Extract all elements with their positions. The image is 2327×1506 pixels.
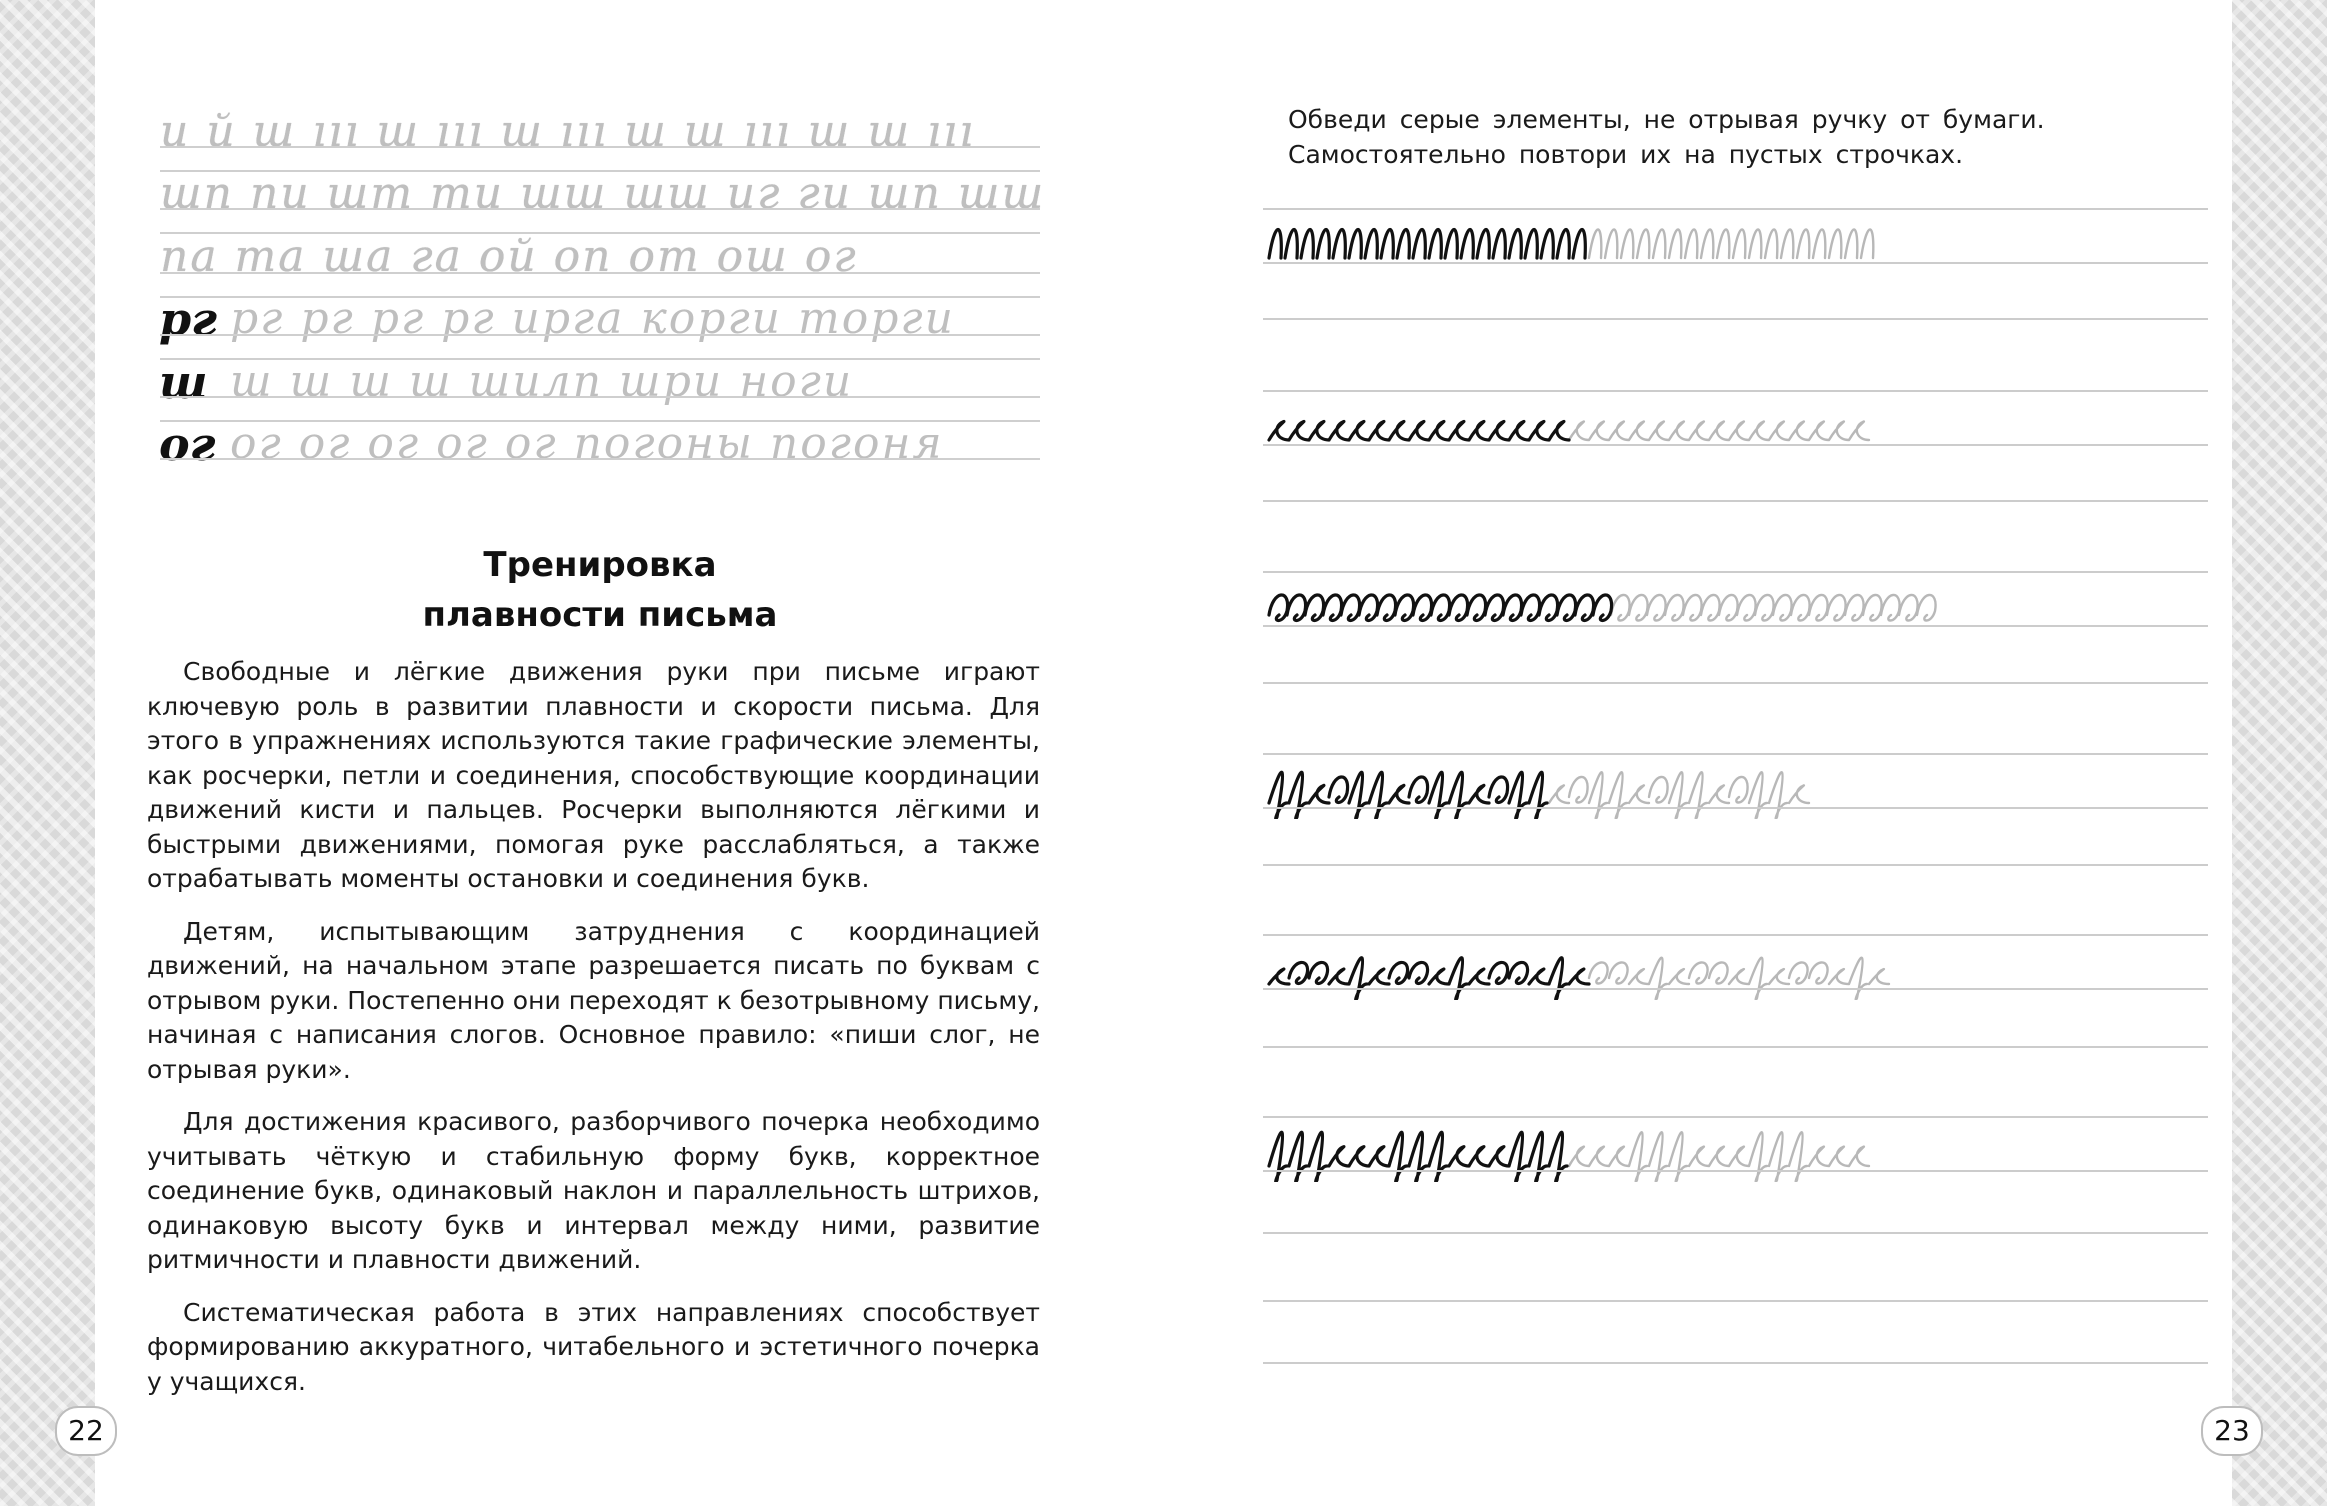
blank-practice-line: [1263, 318, 2208, 320]
blank-practice-line: [1263, 1300, 2208, 1302]
right-decorative-margin: [2232, 0, 2327, 1506]
traced-ink-stroke: [1269, 595, 1612, 621]
exercise-rule-line: [1263, 262, 2208, 264]
gray-trace-stroke: [1611, 595, 1936, 621]
page-number-left: 22: [55, 1406, 117, 1456]
blank-practice-line: [1263, 1232, 2208, 1234]
traced-ink-stroke: [1269, 1132, 1567, 1181]
exercise-rule-line: [1263, 1116, 2208, 1118]
copybook-row-3: па та ша га ой оп от ош ог: [160, 231, 858, 282]
copybook-lead-letters: ш: [159, 355, 208, 409]
exercise-rule-line: [1263, 807, 2208, 809]
copybook-baseline: [160, 146, 1040, 148]
blank-practice-line: [1263, 864, 2208, 866]
copybook-practice: [95, 0, 1163, 470]
left-page: [68, 0, 1163, 1506]
traced-ink-stroke: [1269, 230, 1585, 259]
paragraph: Систематическая работа в этих направлениях способствует формированию аккуратного, читабельного и эстетичного почерка у учащихся.: [147, 1297, 1040, 1396]
exercise-rule-line: [1263, 208, 2208, 210]
copybook-row-1: и й ш ııı ш ııı ш ııı ш ш ııı ш ш ııı: [160, 106, 976, 157]
article-body: [147, 655, 1040, 1417]
gray-trace-stroke: [1569, 1132, 1869, 1181]
copybook-row-4: рг рг рг рг ирга корги торги: [230, 293, 955, 344]
paragraph: Свободные и лёгкие движения руки при письме играют ключевую роль в развитии плавности и скорости письма. Для этого в упражнениях используются такие графические элементы, как росчерки, петли и соединения, способствующие координации движений кисти и пальцев. Росчерки выполняются лёгкими и быстрыми движениями, помогая руке расслабляться, а также отрабатывать моменты остановки и соединения букв.: [147, 657, 1040, 893]
exercise-rule-line: [1263, 1170, 2208, 1172]
traced-ink-stroke: [1269, 772, 1547, 818]
copybook-row-2: шп пи шт ти шш шш иг ги шп шш: [160, 168, 1046, 219]
copybook-lead-letters: ог: [159, 417, 216, 471]
tracing-exercises: [1163, 0, 2232, 1506]
instruction-line-1: Обведи серые элементы, не отрывая ручку от бумаги.: [1288, 105, 2045, 134]
paragraph: Детям, испытывающим затруднения с координацией движений, на начальном этапе разрешается писать по буквам с отрывом руки. Постепенно они переходят к безотрывному письму, начиная с написания слогов. Основное правило: «пиши слог, не отрывая руки».: [147, 916, 1040, 1084]
gray-trace-stroke: [1589, 230, 1873, 259]
exercise-rule-line: [1263, 753, 2208, 755]
gray-trace-stroke: [1569, 421, 1869, 440]
right-page: [1163, 0, 2250, 1506]
blank-practice-line: [1263, 1046, 2208, 1048]
blank-practice-line: [1263, 500, 2208, 502]
heading-line-1: Тренировка: [483, 545, 717, 585]
copybook-baseline: [160, 396, 1040, 398]
heading-line-2: плавности письма: [422, 595, 778, 635]
copybook-row-6: ог ог ог ог ог погоны погоня: [230, 418, 944, 469]
copybook-baseline: [160, 458, 1040, 460]
exercise-rule-line: [1263, 390, 2208, 392]
gray-trace-stroke: [1589, 958, 1889, 1000]
blank-practice-line: [1263, 682, 2208, 684]
copybook-baseline: [160, 334, 1040, 336]
copybook-row-5: ш ш ш ш шилп шри ноги: [230, 356, 854, 407]
copybook-baseline: [160, 272, 1040, 274]
exercise-rule-line: [1263, 988, 2208, 990]
page-number-right: 23: [2201, 1406, 2263, 1456]
section-heading: [160, 540, 1040, 640]
instruction-line-2: Самостоятельно повтори их на пустых строчках.: [1288, 140, 1964, 169]
left-decorative-margin: [0, 0, 95, 1506]
exercise-rule-line: [1263, 571, 2208, 573]
copybook-lead-letters: рг: [159, 292, 218, 346]
exercise-rule-line: [1263, 444, 2208, 446]
paragraph: Для достижения красивого, разборчивого почерка необходимо учитывать чёткую и стабильную форму букв, корректное соединение букв, одинаковый наклон и параллельность штрихов, одинаковую высоту букв и интервал между ними, развитие ритмичности и плавности движений.: [147, 1107, 1040, 1274]
blank-practice-line: [1263, 1362, 2208, 1364]
gray-trace-stroke: [1549, 772, 1809, 818]
exercise-rule-line: [1263, 625, 2208, 627]
traced-ink-stroke: [1269, 421, 1569, 440]
exercise-rule-line: [1263, 934, 2208, 936]
copybook-baseline: [160, 208, 1040, 210]
traced-ink-stroke: [1269, 958, 1589, 1000]
